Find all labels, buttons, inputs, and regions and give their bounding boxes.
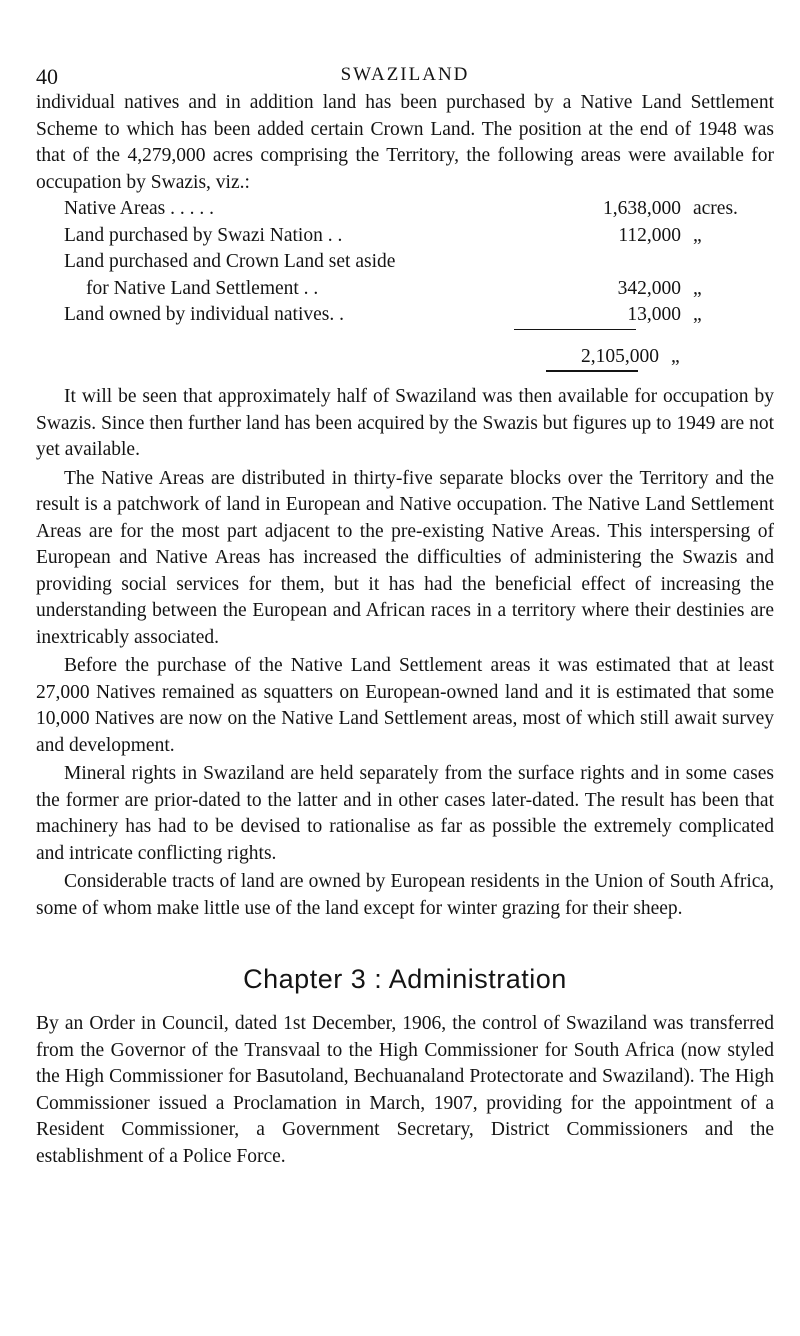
table-row — [64, 276, 776, 303]
paragraph-squatters: Before the purchase of the Native Land Settlement areas it was estimated that at least 27,000 Natives remained as squatters on European-owned land and it is estimated that some 10,000 Natives are now on the Native Land Settlement areas, most of which still await survey and development. — [36, 655, 774, 756]
paragraph-order-in-council: By an Order in Council, dated 1st December, 1906, the control of Swaziland was transferred from the Governor of the Transvaal to the High Commissioner for South Africa (now styled the High Commissioner for Basutoland, Bechuanaland Protectorate and Swaziland). The High Commissioner issued a Proclamation in March, 1907, providing for the appointment of a Resident Commissioner, a Government Secretary, District Commissioners and the establishment of a Police Force. — [36, 1013, 774, 1167]
row-value: 1,638,000 — [603, 198, 681, 219]
page-number: 40 — [36, 64, 58, 89]
row-unit: „ — [693, 224, 702, 246]
row-label: for Native Land Settlement . . — [86, 277, 319, 299]
total-unit: „ — [671, 345, 680, 367]
total-rule-top — [514, 329, 636, 344]
row-unit: „ — [693, 277, 702, 299]
document-page — [36, 50, 774, 1170]
row-label: Land owned by individual natives. . — [64, 304, 344, 325]
paragraph-land-intro: individual natives and in addition land has been purchased by a Native Land Settlement Scheme to which has been added certain Crown Land. The position at the end of 1948 was that of the 4,279,000 acres comprising the Territory, the following areas were available for occupation by Swazis, viz.: — [36, 92, 774, 193]
row-label: Native Areas . . . . . — [64, 198, 215, 219]
row-unit: „ — [693, 304, 702, 325]
paragraph-half-available: It will be seen that approximately half of Swaziland was then available for occupation by Swazis. Since then further land has been acquired by the Swazis but figures up to 1949 are not yet available. — [36, 386, 774, 460]
running-head — [36, 50, 774, 90]
running-title: SWAZILAND — [340, 64, 470, 85]
total-spacer — [64, 344, 539, 371]
paragraph-native-areas: The Native Areas are distributed in thirty-five separate blocks over the Territory and the result is a patchwork of land in European and Native occupation. The Native Land Settlement Areas are for the most part adjacent to the pre-existing Native Areas. This interspersing of European and Native Areas has increased the difficulties of administering the Swazis and providing social services for them, but it has had the beneficial effect of increasing the understanding between the European and African races in a territory where their destinies are inextricably associated. — [36, 467, 774, 648]
paragraph-mineral-rights: Mineral rights in Swaziland are held separately from the surface rights and in some cases the former are prior-dated to the latter and in other cases later-dated. The result has been that machinery has had to be devised to rationalise as far as possible the extremely complicated and intricate conflicting rights. — [36, 763, 774, 864]
row-unit: acres. — [693, 198, 738, 219]
total-row — [64, 344, 776, 371]
row-label: Land purchased by Swazi Nation . . — [64, 224, 343, 246]
table-row — [64, 249, 776, 276]
land-total-table — [64, 344, 776, 371]
chapter-heading: Chapter 3 : Administration — [243, 964, 567, 994]
table-row — [64, 196, 776, 223]
land-areas-table — [64, 196, 776, 329]
row-label: Land purchased and Crown Land set aside — [64, 251, 396, 272]
total-value: 2,105,000 — [581, 345, 659, 367]
row-value: 13,000 — [627, 304, 681, 325]
row-value: 112,000 — [618, 224, 681, 246]
paragraph-european-tracts: Considerable tracts of land are owned by European residents in the Union of South Africa, some of whom make little use of the land except for winter grazing for their sheep. — [36, 871, 774, 919]
table-row — [64, 302, 776, 329]
row-value: 342,000 — [617, 277, 681, 299]
total-rule-bottom — [546, 370, 638, 384]
table-row — [64, 223, 776, 250]
